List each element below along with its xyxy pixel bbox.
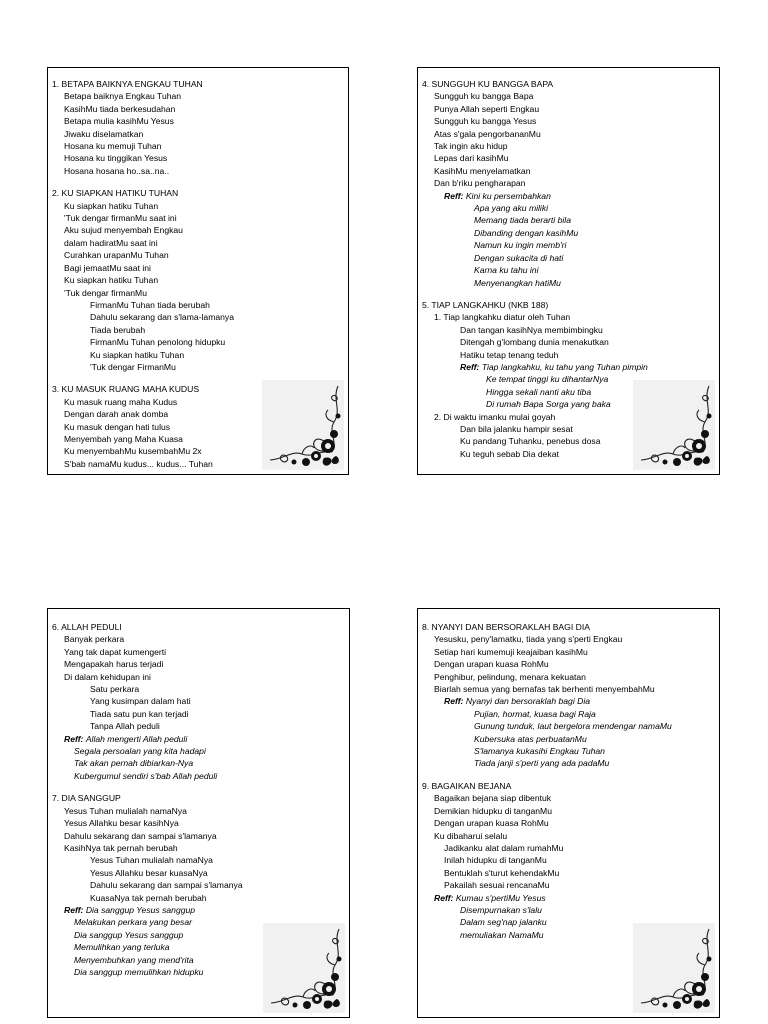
lyric-line — [52, 262, 344, 274]
lyric-line — [422, 165, 715, 177]
lyric-text: Tiada satu pun kan terjadi — [90, 708, 189, 719]
lyric-text: Gunung tunduk, laut bergelora mendengar namaMu — [474, 721, 672, 732]
lyric-text: Yang tak dapat kumengerti — [64, 646, 167, 657]
lyric-text: Pujian, hormat, kuasa bagi Raja — [474, 708, 596, 719]
lyric-text: Yesus Tuhan mulialah namaNya — [64, 805, 187, 816]
lyric-text: Dengan urapan kuasa RohMu — [434, 659, 549, 670]
lyric-text: Yang kusimpan dalam hati — [90, 696, 191, 707]
reff-label: Reff: — [434, 892, 454, 903]
lyric-line — [422, 227, 715, 239]
lyric-text: Dahulu sekarang dan sampai s'lamanya — [64, 830, 217, 841]
lyric-line — [52, 212, 344, 224]
lyric-text: Menyembuhkan yang mend'rita — [74, 954, 194, 965]
song-spacer — [52, 782, 345, 792]
lyric-line — [52, 854, 345, 866]
lyric-text: Nyanyi dan bersoraklah bagi Dia — [465, 696, 591, 707]
lyric-text: Dan tangan kasihNya membimbingku — [460, 324, 603, 335]
lyric-text: Kumau s'pertiMu Yesus — [455, 892, 546, 903]
lyric-text: Kubersuka atas perbuatanMu — [474, 733, 587, 744]
lyric-line — [422, 745, 715, 757]
lyric-text: Tiap langkahku, ku tahu yang Tuhan pimpin — [481, 361, 648, 372]
lyric-text: Biarlah semua yang bernafas tak berhenti menyembahMu — [434, 684, 655, 695]
lyric-text: Menyenangkan hatiMu — [474, 277, 561, 288]
lyric-line — [422, 904, 715, 916]
lyric-text: 2. Di waktu imanku mulai goyah — [434, 411, 556, 422]
lyric-text: Memulihkan yang terluka — [74, 942, 170, 953]
lyric-text: Tiada janji s'perti yang ada padaMu — [474, 758, 610, 769]
lyric-line — [422, 324, 715, 336]
song-title: 5. TIAP LANGKAHKU (NKB 188) — [422, 299, 549, 310]
lyric-line — [52, 805, 345, 817]
lyric-line — [422, 817, 715, 829]
lyric-text: Segala persoalan yang kita hadapi — [74, 746, 206, 757]
lyric-text: Atas s'gala pengorbananMu — [434, 128, 541, 139]
lyric-line — [52, 361, 344, 373]
lyric-line — [422, 854, 715, 866]
lyric-text: S'bab namaMu kudus... kudus... Tuhan — [64, 458, 213, 469]
lyric-line — [52, 311, 344, 323]
lyric-line — [52, 646, 345, 658]
lyric-text: memuliakan NamaMu — [460, 929, 544, 940]
lyric-text: Inilah hidupku di tanganMu — [444, 855, 547, 866]
lyric-text: Penghibur, pelindung, menara kekuatan — [434, 671, 586, 682]
lyric-text: S'lamanya kukasihi Engkau Tuhan — [474, 746, 605, 757]
lyric-text: Pakailah sesuai rencanaMu — [444, 880, 550, 891]
lyric-text: Mengapakah harus terjadi — [64, 659, 164, 670]
lyric-text: 'Tuk dengar firmanMu — [64, 287, 147, 298]
song-title: 6. ALLAH PEDULI — [52, 622, 122, 632]
lyric-line — [422, 805, 715, 817]
lyric-line — [422, 214, 715, 226]
lyric-line — [52, 683, 345, 695]
lyric-line — [52, 128, 344, 140]
lyric-line — [52, 274, 344, 286]
lyric-line — [52, 103, 344, 115]
lyric-line — [422, 879, 715, 891]
lyric-line — [52, 200, 344, 212]
lyric-text: Kubergumul sendiri s'bab Allah peduli — [74, 770, 218, 781]
lyric-line — [52, 152, 344, 164]
lyric-text: Dan bila jalanku hampir sesat — [460, 423, 573, 434]
lyric-text: Hosana ku memuji Tuhan — [64, 141, 162, 152]
song-spacer — [52, 177, 344, 187]
lyric-line — [422, 892, 715, 904]
lyric-line — [422, 277, 715, 289]
lyric-text: Dengan sukacita di hati — [474, 252, 564, 263]
song-title: 9. BAGAIKAN BEJANA — [422, 780, 512, 791]
lyric-line — [52, 140, 344, 152]
lyric-text: Dengan darah anak domba — [64, 409, 169, 420]
lyric-text: Dahulu sekarang dan sampai s'lamanya — [90, 880, 243, 891]
lyric-line — [422, 336, 715, 348]
lyric-line — [422, 349, 715, 361]
lyric-line — [422, 252, 715, 264]
lyric-text: Curahkan urapanMu Tuhan — [64, 250, 169, 261]
lyric-text: Ditengah g'lombang dunia menakutkan — [460, 337, 609, 348]
lyric-line — [422, 103, 715, 115]
lyric-line — [52, 349, 344, 361]
lyric-line — [422, 311, 715, 323]
lyric-text: Namun ku ingin memb'ri — [474, 240, 567, 251]
lyric-text: 'Tuk dengar firmanMu saat ini — [64, 213, 177, 224]
lyric-line — [52, 671, 345, 683]
lyric-text: Ku teguh sebab Dia dekat — [460, 448, 559, 459]
floral-corner-ornament — [633, 923, 715, 1013]
lyric-line — [422, 646, 715, 658]
lyric-line — [422, 115, 715, 127]
lyric-text: Dengan urapan kuasa RohMu — [434, 818, 549, 829]
song-card-1 — [47, 67, 349, 475]
lyric-text: Yesus Allahku besar kuasaNya — [90, 867, 208, 878]
lyric-line — [52, 842, 345, 854]
lyric-line — [52, 165, 344, 177]
lyric-text: Satu perkara — [90, 684, 140, 695]
lyric-text: Ke tempat tinggi ku dihantarNya — [486, 374, 609, 385]
lyric-text: Menyembah yang Maha Kuasa — [64, 433, 183, 444]
lyric-line — [52, 770, 345, 782]
lyric-text: Dahulu sekarang dan s'lama-lamanya — [90, 312, 234, 323]
song-title: 3. KU MASUK RUANG MAHA KUDUS — [52, 384, 200, 395]
lyric-line — [52, 695, 345, 707]
lyric-line — [422, 239, 715, 251]
lyric-line — [422, 733, 715, 745]
lyric-line — [52, 115, 344, 127]
lyric-text: Jiwaku diselamatkan — [64, 128, 144, 139]
song-spacer — [422, 770, 715, 780]
lyric-text: Bagi jemaatMu saat ini — [64, 262, 151, 273]
lyric-text: Yesus Tuhan mulialah namaNya — [90, 855, 213, 866]
lyric-line — [52, 892, 345, 904]
lyric-text: Betapa baiknya Engkau Tuhan — [64, 91, 182, 102]
lyric-text: Demikian hidupku di tanganMu — [434, 805, 552, 816]
lyric-line — [422, 708, 715, 720]
lyric-line — [52, 249, 344, 261]
lyric-text: KasihMu tiada berkesudahan — [64, 103, 176, 114]
lyric-text: Memang tiada berarti bila — [474, 215, 571, 226]
floral-corner-ornament — [262, 380, 344, 470]
reff-label: Reff: — [64, 733, 84, 744]
lyric-line — [52, 879, 345, 891]
song-title: 2. KU SIAPKAN HATIKU TUHAN — [52, 188, 179, 199]
lyric-text: Disempurnakan s'lalu — [460, 904, 542, 915]
lyric-line — [52, 299, 344, 311]
lyric-text: Tak akan pernah dibiarkan-Nya — [74, 758, 194, 769]
lyric-text: Ku masuk ruang maha Kudus — [64, 396, 178, 407]
lyric-line — [52, 708, 345, 720]
lyric-line — [422, 792, 715, 804]
lyric-line — [422, 264, 715, 276]
lyric-text: Apa yang aku miliki — [474, 203, 549, 214]
lyric-text: Bagaikan bejana siap dibentuk — [434, 793, 552, 804]
song-title: 1. BETAPA BAIKNYA ENGKAU TUHAN — [52, 79, 203, 89]
song-title: 7. DIA SANGGUP — [52, 793, 121, 804]
lyric-text: Setiap hari kumemuji keajaiban kasihMu — [434, 646, 588, 657]
floral-corner-ornament — [263, 923, 345, 1013]
lyric-text: Allah mengerti Allah peduli — [85, 733, 188, 744]
lyric-line — [52, 224, 344, 236]
song-title: 8. NYANYI DAN BERSORAKLAH BAGI DIA — [422, 622, 590, 632]
lyric-text: Betapa mulia kasihMu Yesus — [64, 116, 174, 127]
lyric-text: Punya Allah seperti Engkau — [434, 103, 540, 114]
lyric-line — [422, 177, 715, 189]
lyric-line — [52, 720, 345, 732]
lyric-line — [422, 128, 715, 140]
lyric-text: KasihNya tak pernah berubah — [64, 842, 178, 853]
lyric-line — [422, 695, 715, 707]
lyric-line — [422, 361, 715, 373]
lyric-text: Karna ku tahu ini — [474, 265, 539, 276]
lyric-line — [422, 867, 715, 879]
lyric-text: Yesusku, peny'lamatku, tiada yang s'perti Engkau — [434, 634, 623, 645]
lyric-text: Banyak perkara — [64, 634, 125, 645]
lyric-text: Di dalam kehidupan ini — [64, 671, 151, 682]
lyric-text: Bentuklah s'turut kehendakMu — [444, 867, 560, 878]
lyric-text: Ku pandang Tuhanku, penebus dosa — [460, 436, 601, 447]
lyric-line — [52, 733, 345, 745]
lyric-text: Hosana ku tinggikan Yesus — [64, 153, 168, 164]
lyric-text: Dia sanggup Yesus sanggup — [85, 904, 196, 915]
lyric-text: Aku sujud menyembah Engkau — [64, 225, 183, 236]
lyric-text: Sungguh ku bangga Bapa — [434, 91, 534, 102]
lyric-text: KuasaNya tak pernah berubah — [90, 892, 207, 903]
lyric-line — [422, 152, 715, 164]
lyric-text: Tiada berubah — [90, 324, 146, 335]
lyric-line — [422, 658, 715, 670]
lyric-line — [422, 842, 715, 854]
reff-label: Reff: — [64, 904, 84, 915]
song-card-4 — [417, 608, 720, 1018]
lyric-text: Dia sanggup Yesus sanggup — [74, 929, 184, 940]
lyric-text: Kini ku persembahkan — [465, 190, 551, 201]
lyric-line — [422, 830, 715, 842]
lyric-text: KasihMu menyelamatkan — [434, 165, 531, 176]
lyric-line — [422, 202, 715, 214]
lyric-text: Hingga sekali nanti aku tiba — [486, 386, 592, 397]
lyric-text: Ku dibaharui selalu — [434, 830, 508, 841]
lyric-line — [422, 671, 715, 683]
lyric-text: Dia sanggup memulihkan hidupku — [74, 966, 204, 977]
lyric-line — [52, 830, 345, 842]
lyric-line — [52, 633, 345, 645]
lyric-text: Ku menyembahMu kusembahMu 2x — [64, 446, 202, 457]
lyric-text: Melakukan perkara yang besar — [74, 917, 192, 928]
lyric-line — [422, 633, 715, 645]
lyric-text: Hatiku tetap tenang teduh — [460, 349, 559, 360]
lyric-text: 'Tuk dengar FirmanMu — [90, 361, 176, 372]
lyric-line — [52, 904, 345, 916]
lyric-line — [52, 658, 345, 670]
lyric-line — [422, 683, 715, 695]
lyric-line — [422, 190, 715, 202]
reff-label: Reff: — [460, 361, 480, 372]
lyric-line — [52, 90, 344, 102]
floral-corner-ornament — [633, 380, 715, 470]
reff-label: Reff: — [444, 696, 464, 707]
song-card-3 — [47, 608, 350, 1018]
lyric-line — [52, 237, 344, 249]
lyric-line — [422, 757, 715, 769]
song-title: 4. SUNGGUH KU BANGGA BAPA — [422, 79, 554, 89]
lyric-text: FirmanMu Tuhan tiada berubah — [90, 299, 210, 310]
lyric-text: Ku siapkan hatiku Tuhan — [64, 200, 159, 211]
lyric-text: Ku siapkan hatiku Tuhan — [90, 349, 185, 360]
lyric-text: Hosana hosana ho..sa..na.. — [64, 165, 170, 176]
lyric-text: dalam hadiratMu saat ini — [64, 237, 158, 248]
reff-label: Reff: — [444, 190, 464, 201]
lyric-line — [52, 817, 345, 829]
lyric-line — [52, 745, 345, 757]
lyric-line — [422, 720, 715, 732]
lyric-text: Sungguh ku bangga Yesus — [434, 116, 537, 127]
lyric-line — [52, 324, 344, 336]
song-spacer — [422, 289, 715, 299]
lyric-line — [52, 336, 344, 348]
lyric-text: Jadikanku alat dalam rumahMu — [444, 842, 564, 853]
lyric-text: Yesus Allahku besar kasihNya — [64, 818, 179, 829]
lyric-text: FirmanMu Tuhan penolong hidupku — [90, 337, 226, 348]
lyric-line — [52, 867, 345, 879]
lyric-text: Tanpa Allah peduli — [90, 721, 160, 732]
song-card-2 — [417, 67, 720, 475]
lyric-text: Ku masuk dengan hati tulus — [64, 421, 171, 432]
lyric-text: Lepas dari kasihMu — [434, 153, 509, 164]
lyric-text: Di rumah Bapa Sorga yang baka — [486, 399, 611, 410]
lyric-text: Tak ingin aku hidup — [434, 141, 508, 152]
lyric-line — [52, 287, 344, 299]
lyric-line — [422, 140, 715, 152]
card-content — [418, 609, 719, 941]
lyric-text: Dibanding dengan kasihMu — [474, 227, 579, 238]
lyric-line — [52, 757, 345, 769]
lyric-text: Dalam seg'nap jalanku — [460, 917, 547, 928]
lyric-text: 1. Tiap langkahku diatur oleh Tuhan — [434, 312, 571, 323]
lyric-text: Dan b'riku pengharapan — [434, 178, 526, 189]
lyric-line — [422, 90, 715, 102]
lyric-text: Ku siapkan hatiku Tuhan — [64, 275, 159, 286]
